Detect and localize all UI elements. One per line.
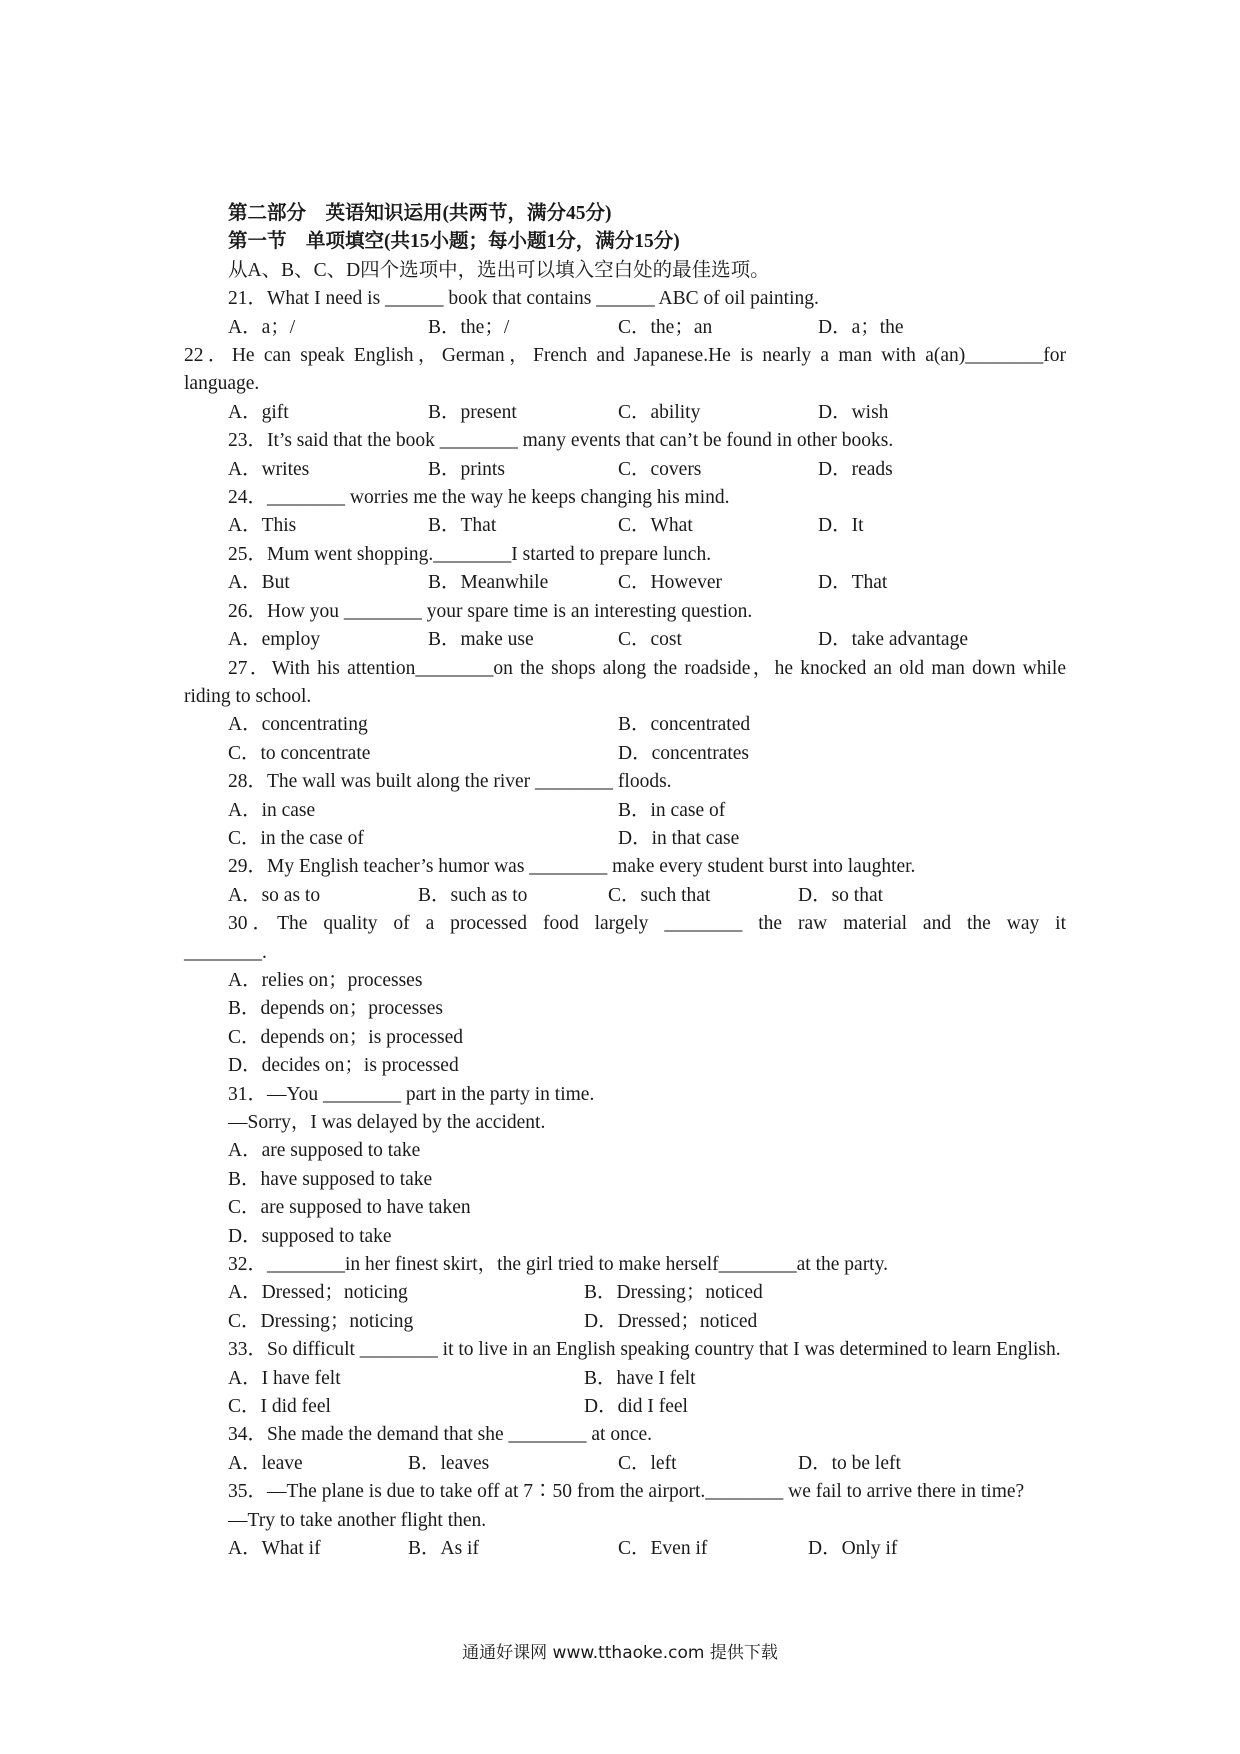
question-stem: 33．So difficult ________ it to live in an English speaking country that I was determined to learn English. xyxy=(228,1339,1061,1361)
option-a: A．relies on；processes xyxy=(228,969,423,991)
option-c: C．such that xyxy=(608,884,711,906)
section-title: 第一节 单项填空(共15小题；每小题1分，满分15分) xyxy=(228,231,680,253)
option-b: B．the；/ xyxy=(428,316,510,338)
option-a: A．gift xyxy=(228,401,289,423)
question-stem: 23．It’s said that the book ________ many events that can’t be found in other books. xyxy=(228,430,894,452)
question-34 xyxy=(184,1421,1066,1478)
option-c: C．I did feel xyxy=(228,1396,331,1418)
option-b: B．present xyxy=(428,401,517,423)
option-d: D．wish xyxy=(818,401,889,423)
option-a: A．Dressed；noticing xyxy=(228,1282,408,1304)
question-31 xyxy=(184,1081,1066,1251)
option-c: C．covers xyxy=(618,458,702,480)
option-a: A．leave xyxy=(228,1452,303,1474)
question-reply: —Try to take another flight then. xyxy=(228,1509,487,1531)
option-b: B．have I felt xyxy=(584,1367,696,1389)
option-d: D．a；the xyxy=(818,316,904,338)
option-c: C．ability xyxy=(618,401,701,423)
option-d: D．so that xyxy=(798,884,884,906)
option-b: B．such as to xyxy=(418,884,528,906)
option-a: A．in case xyxy=(228,799,316,821)
option-d: D．It xyxy=(818,515,864,537)
option-d: D．to be left xyxy=(798,1452,901,1474)
option-b: B．make use xyxy=(428,629,534,651)
question-28 xyxy=(184,768,1066,853)
option-d: D．supposed to take xyxy=(228,1225,392,1247)
option-c: C．What xyxy=(618,515,693,537)
question-stem: 34．She made the demand that she ________ at once. xyxy=(228,1424,653,1446)
options-group xyxy=(184,1137,1066,1251)
question-stem: 32．________in her finest skirt，the girl tried to make herself________at the party. xyxy=(228,1254,888,1276)
question-35 xyxy=(184,1478,1066,1563)
question-24 xyxy=(184,484,1066,541)
option-c: C．Dressing；noticing xyxy=(228,1310,414,1332)
options-group xyxy=(184,626,1066,654)
question-stem: 25．Mum went shopping.________I started to prepare lunch. xyxy=(228,543,712,565)
question-33 xyxy=(184,1336,1066,1421)
option-c: C．Even if xyxy=(618,1538,708,1560)
question-27 xyxy=(184,655,1066,769)
option-c: C．the；an xyxy=(618,316,713,338)
question-stem: 28．The wall was built along the river ________ floods. xyxy=(228,771,672,793)
options-group xyxy=(184,882,1066,910)
question-reply: —Sorry，I was delayed by the accident. xyxy=(228,1112,546,1133)
option-a: A．concentrating xyxy=(228,714,368,736)
option-d: D．take advantage xyxy=(818,629,968,651)
question-stem: 31．—You ________ part in the party in time. xyxy=(228,1083,595,1105)
option-c: C．depends on；is processed xyxy=(228,1026,464,1048)
question-stem: 22．He can speak English，German，French and Japanese.He is nearly a man with a(an)________for language. xyxy=(184,345,1066,395)
options-group xyxy=(184,314,1066,342)
option-c: C．However xyxy=(618,572,722,594)
option-d: D．in that case xyxy=(618,827,740,849)
option-a: A．But xyxy=(228,572,290,594)
question-21 xyxy=(184,285,1066,342)
exam-page xyxy=(184,200,1066,1564)
options-group xyxy=(184,1365,1066,1422)
question-stem: 24．________ worries me the way he keeps changing his mind. xyxy=(228,487,730,509)
options-group xyxy=(184,456,1066,484)
question-30 xyxy=(184,910,1066,1080)
option-c: C．cost xyxy=(618,629,682,651)
page-footer: 通通好课网 www.tthaoke.com 提供下载 xyxy=(462,1643,778,1663)
option-a: A．are supposed to take xyxy=(228,1140,421,1162)
part-title: 第二部分 英语知识运用(共两节，满分45分) xyxy=(228,203,612,224)
option-b: B．prints xyxy=(428,458,505,480)
options-group xyxy=(184,1450,1066,1478)
options-group xyxy=(184,711,1066,768)
options-group xyxy=(184,1279,1066,1336)
option-d: D．concentrates xyxy=(618,742,750,764)
option-d: D．Dressed；noticed xyxy=(584,1310,758,1332)
options-group xyxy=(184,967,1066,1081)
option-b: B．Dressing；noticed xyxy=(584,1282,763,1304)
question-stem: 30．The quality of a processed food largely ________ the raw material and the way it ________. xyxy=(184,913,1066,963)
question-32 xyxy=(184,1251,1066,1336)
question-25 xyxy=(184,541,1066,598)
option-a: A．employ xyxy=(228,629,321,651)
option-c: C．to concentrate xyxy=(228,742,371,764)
question-stem: 27．With his attention________on the shops along the roadside，he knocked an old man down while riding to school. xyxy=(184,657,1066,707)
instruction: 从A、B、C、D四个选项中，选出可以填入空白处的最佳选项。 xyxy=(228,259,770,281)
option-a: A．This xyxy=(228,515,297,537)
option-a: A．writes xyxy=(228,458,310,480)
question-stem: 35．—The plane is due to take off at 7∶50 from the airport.________ we fail to arrive there in time? xyxy=(228,1481,1025,1503)
options-group xyxy=(184,569,1066,597)
question-stem: 26．How you ________ your spare time is an interesting question. xyxy=(228,600,753,622)
option-b: B．concentrated xyxy=(618,714,751,736)
option-b: B．As if xyxy=(408,1538,479,1560)
option-b: B．have supposed to take xyxy=(228,1168,433,1190)
option-b: B．That xyxy=(428,515,497,537)
question-29 xyxy=(184,853,1066,910)
option-b: B．in case of xyxy=(618,799,726,821)
option-c: C．are supposed to have taken xyxy=(228,1197,471,1219)
option-a: A．a；/ xyxy=(228,316,296,338)
option-c: C．in the case of xyxy=(228,827,364,849)
question-stem: 29．My English teacher’s humor was ________ make every student burst into laughter. xyxy=(228,856,916,878)
option-d: D．did I feel xyxy=(584,1396,688,1418)
option-d: D．That xyxy=(818,572,888,594)
question-26 xyxy=(184,598,1066,655)
options-group xyxy=(184,1535,1066,1563)
question-22 xyxy=(184,342,1066,427)
options-group xyxy=(184,797,1066,854)
option-b: B．leaves xyxy=(408,1452,490,1474)
option-d: D．Only if xyxy=(808,1538,898,1560)
option-b: B．Meanwhile xyxy=(428,572,549,594)
option-a: A．What if xyxy=(228,1538,321,1560)
option-b: B．depends on；processes xyxy=(228,998,444,1020)
question-23 xyxy=(184,427,1066,484)
option-a: A．I have felt xyxy=(228,1367,341,1389)
options-group xyxy=(184,399,1066,427)
option-c: C．left xyxy=(618,1452,677,1474)
question-stem: 21．What I need is ______ book that contains ______ ABC of oil painting. xyxy=(228,288,819,310)
option-d: D．reads xyxy=(818,458,893,480)
option-d: D．decides on；is processed xyxy=(228,1055,459,1077)
options-group xyxy=(184,512,1066,540)
option-a: A．so as to xyxy=(228,884,321,906)
